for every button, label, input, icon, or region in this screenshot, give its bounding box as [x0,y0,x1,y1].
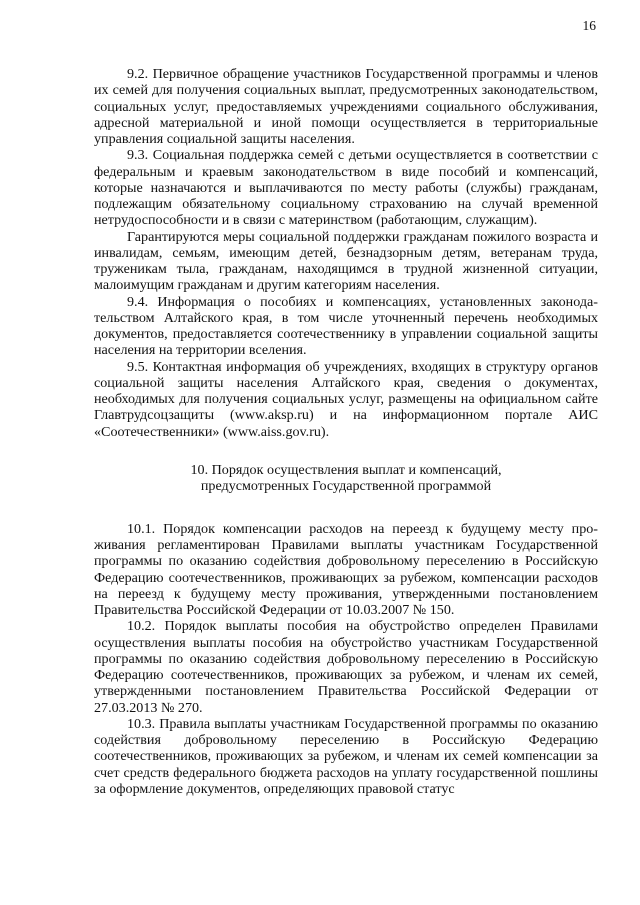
section-heading-line-2: предусмотренных Государственной программой [200,477,492,494]
paragraph-10-3: 10.3. Правила выплаты участникам Государственной программы по оказанию содействия добровольному переселению в Российскую Федерацию соотечественников, проживающих за рубежом, и членам их семей компенсации за счет средств федерального бюджета расходов на уплату государственной пошлины за оформление документов, определяющих правовой статус [94,715,598,797]
paragraph-9-5: 9.5. Контактная информация об учреждениях, входящих в структуру органов социальной защиты населения Алтайского края, сведения о документах, необходимых для получения социальных услуг, размещены на официальном сайте Главтрудсоцзащиты (www.aksp.ru) и на информационном портале АИС «Соотечественники» (www.aiss.gov.ru). [94,358,598,440]
section-heading [94,462,598,494]
paragraph-9-3: 9.3. Социальная поддержка семей с детьми осуществляется в соответствии с федеральным и краевым законодательством в виде пособий и компенсаций, которые назначаются и выплачиваются по месту работы (службы) гражданам, подлежащим обязательному социальному страхованию на случай временной нетрудоспособности и в связи с материнством (работающим, служащим). [94,147,598,229]
page-number: 16 [582,18,596,33]
spacer [94,494,598,521]
paragraph-9-4: 9.4. Информация о пособиях и компенсациях, установленных законодательством Алтайского края, в том числе уточненный перечень необходимых документов, предоставляется соотечественнику в управлении социальной защиты населения на территории вселения. [94,293,598,359]
paragraph-10-1: 10.1. Порядок компенсации расходов на переезд к будущему месту проживания регламентирован Правилами выплаты участникам Государственной программы по оказанию содействия добровольному переселению в Российскую Федерацию соотечественников, проживающих за рубежом, компенсации расходов на переезд к будущему месту проживания, утвержденными постановлением Правительства Российской Федерации от 10.03.2007 № 150. [94,520,598,618]
section-heading-line-1: 10. Порядок осуществления выплат и компенсаций, [190,461,502,478]
paragraph-9-2: 9.2. Первичное обращение участников Государственной программы и членов их семей для получения социальных выплат, предусмотренных законодательством, социальных услуг, предоставляемых учреждениями социального обслуживания, адресной материальной и иной помощи осуществляется в территориальные управления социальной защиты населения. [94,66,598,147]
spacer [94,440,598,462]
paragraph-social-support: Гарантируются меры социальной поддержки гражданам пожилого возраста и инвалидам, семьям, имеющим детей, безнадзорным детям, ветеранам труда, труженикам тыла, гражданам, находящимся в трудной жизненной ситуации, малоимущим гражданам и другим категориям населения. [94,228,598,294]
document-body [94,66,598,797]
paragraph-10-2: 10.2. Порядок выплаты пособия на обустройство определен Правилами осуществления выплаты пособия на обустройство участникам Государственной программы по оказанию содействия добровольному переселению в Российскую Федерацию соотечественников, проживающих за рубежом, и членам их семей, утвержденными постановлением Правительства Российской Федерации от 27.03.2013 № 270. [94,618,598,716]
